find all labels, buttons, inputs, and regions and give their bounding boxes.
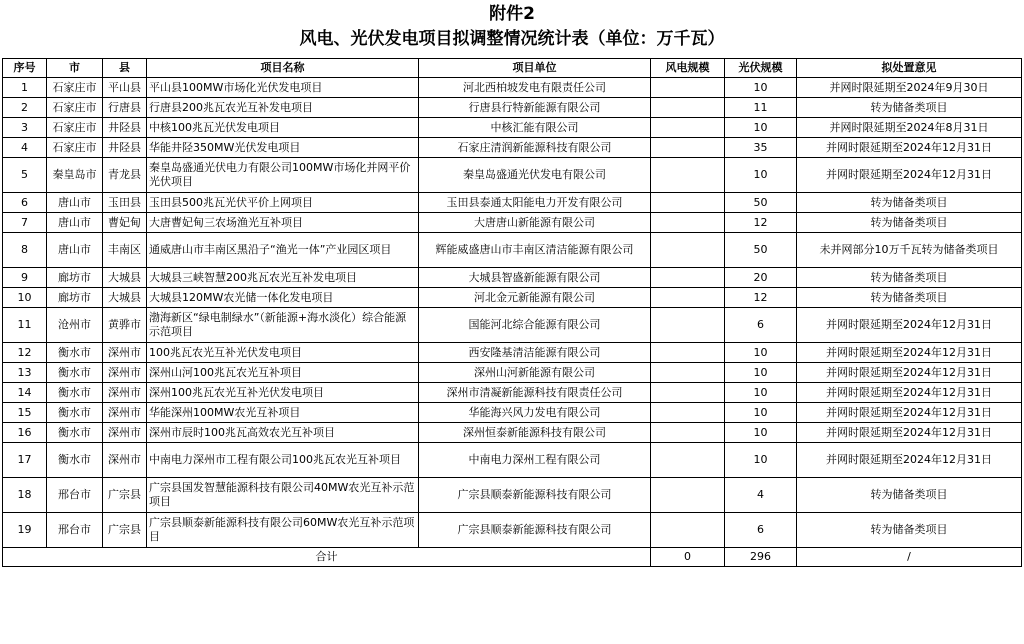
- disposal-cell: 并网时限延期至2024年12月31日: [797, 138, 1022, 158]
- company-cell: 广宗县顺泰新能源科技有限公司: [419, 478, 651, 513]
- wind-scale-cell: [651, 363, 725, 383]
- wind-scale-cell: [651, 118, 725, 138]
- project-name-cell: 平山县100MW市场化光伏发电项目: [147, 78, 419, 98]
- solar-scale-cell: 11: [725, 98, 797, 118]
- city-cell: 秦皇岛市: [47, 158, 103, 193]
- table-row: [3, 443, 1022, 478]
- wind-scale-cell: [651, 443, 725, 478]
- company-cell: 大城县智盛新能源有限公司: [419, 268, 651, 288]
- company-cell: 中核汇能有限公司: [419, 118, 651, 138]
- company-cell: 河北西柏坡发电有限责任公司: [419, 78, 651, 98]
- disposal-cell: 并网时限延期至2024年8月31日: [797, 118, 1022, 138]
- table-row: [3, 193, 1022, 213]
- city-cell: 廊坊市: [47, 288, 103, 308]
- project-name-cell: 深州100兆瓦农光互补光伏发电项目: [147, 383, 419, 403]
- solar-scale-cell: 10: [725, 363, 797, 383]
- table-row: [3, 423, 1022, 443]
- disposal-cell: 并网时限延期至2024年9月30日: [797, 78, 1022, 98]
- company-cell: 深州市清凝新能源科技有限责任公司: [419, 383, 651, 403]
- city-cell: 石家庄市: [47, 78, 103, 98]
- disposal-cell: 并网时限延期至2024年12月31日: [797, 308, 1022, 343]
- solar-scale-cell: 6: [725, 513, 797, 548]
- table-row: [3, 118, 1022, 138]
- project-name-cell: 广宗县顺泰新能源科技有限公司60MW农光互补示范项目: [147, 513, 419, 548]
- city-cell: 衡水市: [47, 403, 103, 423]
- project-name-cell: 行唐县200兆瓦农光互补发电项目: [147, 98, 419, 118]
- column-header: 县: [103, 59, 147, 78]
- row-index: 19: [3, 513, 47, 548]
- company-cell: 行唐县行特新能源有限公司: [419, 98, 651, 118]
- disposal-cell: 未并网部分10万千瓦转为储备类项目: [797, 233, 1022, 268]
- disposal-cell: 并网时限延期至2024年12月31日: [797, 343, 1022, 363]
- wind-scale-cell: [651, 233, 725, 268]
- company-cell: 辉能威盛唐山市丰南区清洁能源有限公司: [419, 233, 651, 268]
- county-cell: 深州市: [103, 343, 147, 363]
- row-index: 11: [3, 308, 47, 343]
- county-cell: 广宗县: [103, 513, 147, 548]
- project-name-cell: 100兆瓦农光互补光伏发电项目: [147, 343, 419, 363]
- disposal-cell: 并网时限延期至2024年12月31日: [797, 383, 1022, 403]
- county-cell: 深州市: [103, 363, 147, 383]
- solar-scale-cell: 10: [725, 423, 797, 443]
- company-cell: 深州恒泰新能源科技有限公司: [419, 423, 651, 443]
- table-row: [3, 363, 1022, 383]
- header-row: [3, 59, 1022, 78]
- city-cell: 邢台市: [47, 513, 103, 548]
- project-name-cell: 华能井陉350MW光伏发电项目: [147, 138, 419, 158]
- project-name-cell: 渤海新区“绿电制绿水”（新能源+海水淡化）综合能源示范项目: [147, 308, 419, 343]
- disposal-cell: 转为储备类项目: [797, 478, 1022, 513]
- annex-label: 附件2: [489, 4, 535, 24]
- solar-scale-cell: 10: [725, 403, 797, 423]
- row-index: 18: [3, 478, 47, 513]
- disposal-cell: 并网时限延期至2024年12月31日: [797, 403, 1022, 423]
- disposal-cell: 并网时限延期至2024年12月31日: [797, 423, 1022, 443]
- column-header: 序号: [3, 59, 47, 78]
- company-cell: 广宗县顺泰新能源科技有限公司: [419, 513, 651, 548]
- wind-scale-cell: [651, 193, 725, 213]
- disposal-cell: 转为储备类项目: [797, 193, 1022, 213]
- total-wind: 0: [651, 548, 725, 567]
- table-row: [3, 78, 1022, 98]
- disposal-cell: 转为储备类项目: [797, 288, 1022, 308]
- company-cell: 深州山河新能源有限公司: [419, 363, 651, 383]
- wind-scale-cell: [651, 343, 725, 363]
- row-index: 9: [3, 268, 47, 288]
- project-name-cell: 中核100兆瓦光伏发电项目: [147, 118, 419, 138]
- solar-scale-cell: 10: [725, 118, 797, 138]
- wind-scale-cell: [651, 383, 725, 403]
- row-index: 17: [3, 443, 47, 478]
- county-cell: 玉田县: [103, 193, 147, 213]
- solar-scale-cell: 10: [725, 78, 797, 98]
- table-row: [3, 158, 1022, 193]
- row-index: 10: [3, 288, 47, 308]
- city-cell: 廊坊市: [47, 268, 103, 288]
- company-cell: 玉田县泰通太阳能电力开发有限公司: [419, 193, 651, 213]
- wind-scale-cell: [651, 513, 725, 548]
- project-name-cell: 广宗县国发智慧能源科技有限公司40MW农光互补示范项目: [147, 478, 419, 513]
- table-title: 风电、光伏发电项目拟调整情况统计表（单位：万千瓦）: [299, 29, 725, 49]
- wind-scale-cell: [651, 403, 725, 423]
- table-row: [3, 288, 1022, 308]
- row-index: 16: [3, 423, 47, 443]
- solar-scale-cell: 4: [725, 478, 797, 513]
- company-cell: 大唐唐山新能源有限公司: [419, 213, 651, 233]
- solar-scale-cell: 20: [725, 268, 797, 288]
- table-row: [3, 138, 1022, 158]
- city-cell: 唐山市: [47, 213, 103, 233]
- total-label: 合计: [3, 548, 651, 567]
- solar-scale-cell: 12: [725, 213, 797, 233]
- city-cell: 唐山市: [47, 233, 103, 268]
- wind-scale-cell: [651, 478, 725, 513]
- company-cell: 华能海兴风力发电有限公司: [419, 403, 651, 423]
- table-row: [3, 513, 1022, 548]
- wind-scale-cell: [651, 138, 725, 158]
- city-cell: 衡水市: [47, 383, 103, 403]
- solar-scale-cell: 50: [725, 193, 797, 213]
- county-cell: 曹妃甸: [103, 213, 147, 233]
- county-cell: 丰南区: [103, 233, 147, 268]
- city-cell: 石家庄市: [47, 118, 103, 138]
- city-cell: 石家庄市: [47, 98, 103, 118]
- total-solar: 296: [725, 548, 797, 567]
- disposal-cell: 并网时限延期至2024年12月31日: [797, 158, 1022, 193]
- column-header: 拟处置意见: [797, 59, 1022, 78]
- city-cell: 衡水市: [47, 363, 103, 383]
- disposal-cell: 转为储备类项目: [797, 213, 1022, 233]
- wind-scale-cell: [651, 98, 725, 118]
- project-name-cell: 通威唐山市丰南区黑沿子“渔光一体”产业园区项目: [147, 233, 419, 268]
- county-cell: 行唐县: [103, 98, 147, 118]
- solar-scale-cell: 10: [725, 343, 797, 363]
- city-cell: 邢台市: [47, 478, 103, 513]
- column-header: 风电规模: [651, 59, 725, 78]
- company-cell: 西安隆基清洁能源有限公司: [419, 343, 651, 363]
- project-name-cell: 秦皇岛盛通光伏电力有限公司100MW市场化并网平价光伏项目: [147, 158, 419, 193]
- project-name-cell: 大城县三峡智慧200兆瓦农光互补发电项目: [147, 268, 419, 288]
- wind-scale-cell: [651, 288, 725, 308]
- county-cell: 平山县: [103, 78, 147, 98]
- company-cell: 石家庄清润新能源科技有限公司: [419, 138, 651, 158]
- city-cell: 唐山市: [47, 193, 103, 213]
- company-cell: 中南电力深州工程有限公司: [419, 443, 651, 478]
- county-cell: 大城县: [103, 288, 147, 308]
- wind-scale-cell: [651, 213, 725, 233]
- row-index: 8: [3, 233, 47, 268]
- column-header: 光伏规模: [725, 59, 797, 78]
- county-cell: 井陉县: [103, 118, 147, 138]
- county-cell: 井陉县: [103, 138, 147, 158]
- county-cell: 深州市: [103, 423, 147, 443]
- total-row: [3, 548, 1022, 567]
- row-index: 5: [3, 158, 47, 193]
- project-name-cell: 华能深州100MW农光互补项目: [147, 403, 419, 423]
- disposal-cell: 转为储备类项目: [797, 513, 1022, 548]
- table-row: [3, 233, 1022, 268]
- county-cell: 深州市: [103, 403, 147, 423]
- wind-scale-cell: [651, 268, 725, 288]
- project-name-cell: 深州市辰时100兆瓦高效农光互补项目: [147, 423, 419, 443]
- county-cell: 深州市: [103, 443, 147, 478]
- disposal-cell: 转为储备类项目: [797, 268, 1022, 288]
- city-cell: 衡水市: [47, 443, 103, 478]
- statistics-table: [2, 58, 1022, 567]
- row-index: 13: [3, 363, 47, 383]
- row-index: 1: [3, 78, 47, 98]
- city-cell: 衡水市: [47, 343, 103, 363]
- table-row: [3, 268, 1022, 288]
- row-index: 2: [3, 98, 47, 118]
- table-row: [3, 403, 1022, 423]
- column-header: 项目名称: [147, 59, 419, 78]
- table-row: [3, 98, 1022, 118]
- company-cell: 秦皇岛盛通光伏发电有限公司: [419, 158, 651, 193]
- county-cell: 大城县: [103, 268, 147, 288]
- project-name-cell: 玉田县500兆瓦光伏平价上网项目: [147, 193, 419, 213]
- county-cell: 广宗县: [103, 478, 147, 513]
- solar-scale-cell: 50: [725, 233, 797, 268]
- row-index: 7: [3, 213, 47, 233]
- project-name-cell: 中南电力深州市工程有限公司100兆瓦农光互补项目: [147, 443, 419, 478]
- table-row: [3, 343, 1022, 363]
- city-cell: 石家庄市: [47, 138, 103, 158]
- solar-scale-cell: 35: [725, 138, 797, 158]
- table-row: [3, 213, 1022, 233]
- solar-scale-cell: 12: [725, 288, 797, 308]
- solar-scale-cell: 10: [725, 443, 797, 478]
- column-header: 市: [47, 59, 103, 78]
- wind-scale-cell: [651, 78, 725, 98]
- disposal-cell: 并网时限延期至2024年12月31日: [797, 363, 1022, 383]
- solar-scale-cell: 6: [725, 308, 797, 343]
- project-name-cell: 大城县120MW农光储一体化发电项目: [147, 288, 419, 308]
- column-header: 项目单位: [419, 59, 651, 78]
- county-cell: 深州市: [103, 383, 147, 403]
- wind-scale-cell: [651, 423, 725, 443]
- county-cell: 青龙县: [103, 158, 147, 193]
- disposal-cell: 转为储备类项目: [797, 98, 1022, 118]
- wind-scale-cell: [651, 158, 725, 193]
- project-name-cell: 大唐曹妃甸三农场渔光互补项目: [147, 213, 419, 233]
- table-row: [3, 308, 1022, 343]
- solar-scale-cell: 10: [725, 383, 797, 403]
- city-cell: 衡水市: [47, 423, 103, 443]
- row-index: 4: [3, 138, 47, 158]
- solar-scale-cell: 10: [725, 158, 797, 193]
- county-cell: 黄骅市: [103, 308, 147, 343]
- row-index: 3: [3, 118, 47, 138]
- row-index: 15: [3, 403, 47, 423]
- row-index: 6: [3, 193, 47, 213]
- total-note: /: [797, 548, 1022, 567]
- row-index: 14: [3, 383, 47, 403]
- table-row: [3, 383, 1022, 403]
- company-cell: 河北金元新能源有限公司: [419, 288, 651, 308]
- project-name-cell: 深州山河100兆瓦农光互补项目: [147, 363, 419, 383]
- table-row: [3, 478, 1022, 513]
- wind-scale-cell: [651, 308, 725, 343]
- city-cell: 沧州市: [47, 308, 103, 343]
- row-index: 12: [3, 343, 47, 363]
- disposal-cell: 并网时限延期至2024年12月31日: [797, 443, 1022, 478]
- company-cell: 国能河北综合能源有限公司: [419, 308, 651, 343]
